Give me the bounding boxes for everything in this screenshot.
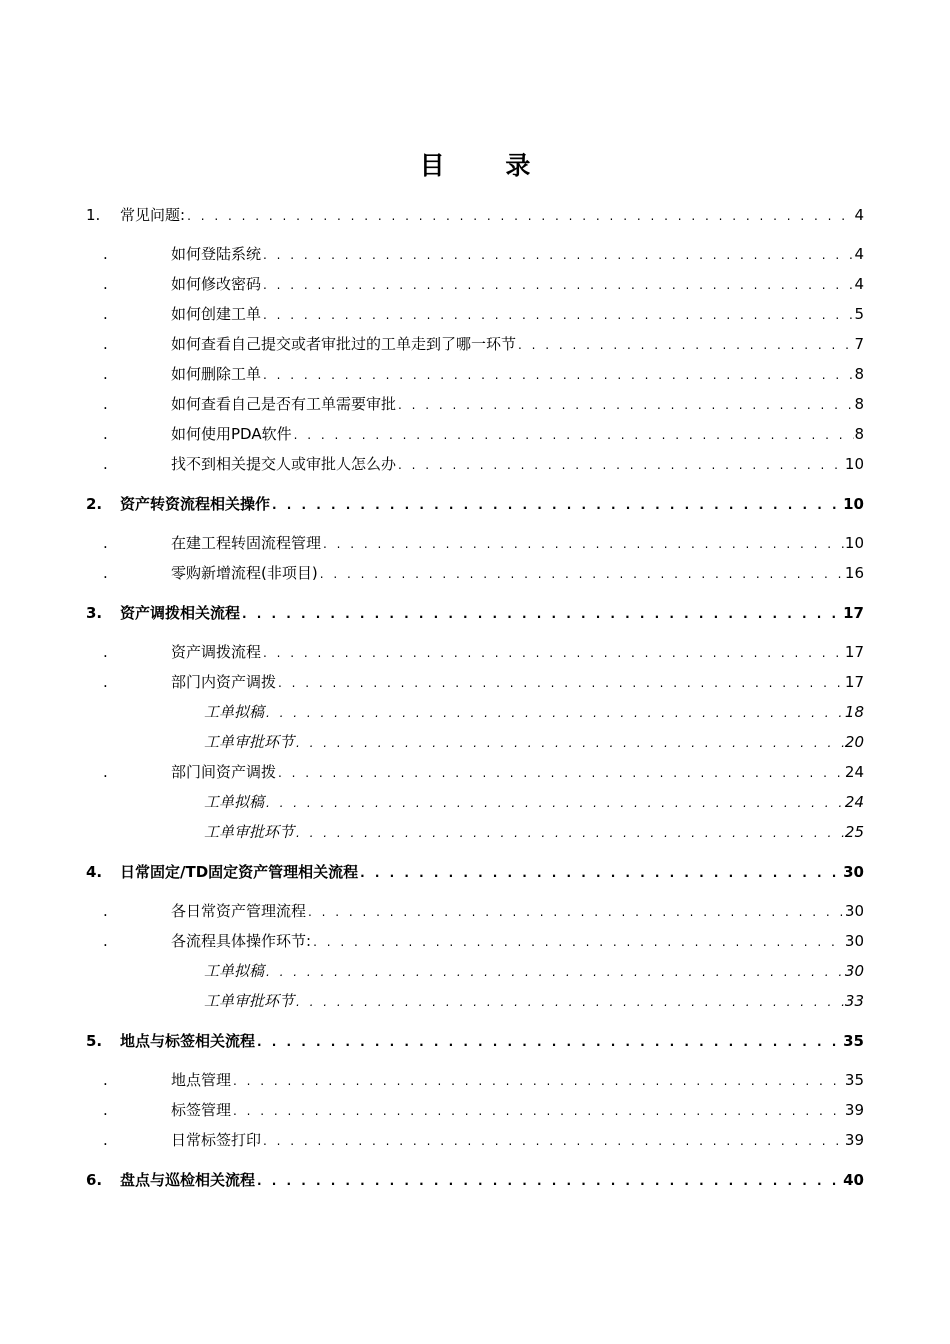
toc-entry-page-number: 10 <box>844 534 864 552</box>
toc-entry-number: . <box>103 425 108 443</box>
toc-entry-title[interactable]: 如何查看自己是否有工单需要审批 <box>171 395 397 413</box>
toc-entry-page-number: 30 <box>843 863 864 881</box>
toc-entry-page-number: 18 <box>844 703 864 721</box>
toc-entry-page-number: 30 <box>844 932 864 950</box>
toc-entry[interactable] <box>0 273 950 295</box>
toc-entry-page-number: 35 <box>844 1071 864 1089</box>
toc-entry-number: 6. <box>86 1171 103 1189</box>
dot-leader <box>516 334 854 356</box>
dot-leader <box>358 862 843 884</box>
toc-entry-title[interactable]: 工单拟稿 <box>204 703 265 721</box>
toc-entry-number: . <box>103 365 108 383</box>
toc-entry-title[interactable]: 日常标签打印 <box>171 1131 262 1149</box>
dot-leader <box>264 792 845 814</box>
toc-entry[interactable] <box>0 960 950 982</box>
toc-entry[interactable] <box>0 731 950 753</box>
toc-entry-page-number: 33 <box>844 992 864 1010</box>
toc-entry-page-number: 17 <box>844 643 864 661</box>
toc-entry-number: . <box>103 1101 108 1119</box>
toc-entry-number: . <box>103 902 108 920</box>
toc-entry-number: . <box>103 275 108 293</box>
toc-entry-title[interactable]: 如何查看自己提交或者审批过的工单走到了哪一环节 <box>171 335 517 353</box>
toc-entry-page-number: 39 <box>844 1101 864 1119</box>
toc-entry-number: . <box>103 335 108 353</box>
toc-entry-page-number: 8 <box>854 365 864 383</box>
dot-leader <box>292 424 855 446</box>
toc-entry-page-number: 4 <box>854 275 864 293</box>
dot-leader <box>231 1070 845 1092</box>
toc-entry-number: . <box>103 1071 108 1089</box>
toc-entry[interactable] <box>0 990 950 1012</box>
dot-leader <box>255 1031 843 1053</box>
dot-leader <box>261 642 845 664</box>
toc-entry-title[interactable]: 各日常资产管理流程 <box>171 902 307 920</box>
dot-leader <box>396 454 845 476</box>
toc-entry[interactable] <box>0 204 950 226</box>
toc-entry-number: . <box>103 305 108 323</box>
toc-entry-page-number: 10 <box>844 455 864 473</box>
toc-entry[interactable] <box>0 363 950 385</box>
toc-entry-title[interactable]: 地点与标签相关流程 <box>120 1032 256 1050</box>
toc-entry-title[interactable]: 如何删除工单 <box>171 365 262 383</box>
toc-entry[interactable] <box>0 1030 950 1052</box>
dot-leader <box>306 901 845 923</box>
toc-entry-title[interactable]: 资产转资流程相关操作 <box>120 495 271 513</box>
dot-leader <box>261 274 854 296</box>
toc-entry-number: . <box>103 932 108 950</box>
toc-entry[interactable] <box>0 602 950 624</box>
toc-entry[interactable] <box>0 303 950 325</box>
toc-entry[interactable] <box>0 393 950 415</box>
toc-entry-title[interactable]: 工单拟稿 <box>204 962 265 980</box>
toc-entry-title[interactable]: 工单拟稿 <box>204 793 265 811</box>
toc-entry-title[interactable]: 日常固定/TD固定资产管理相关流程 <box>120 863 359 881</box>
toc-entry[interactable] <box>0 1099 950 1121</box>
toc-entry-title[interactable]: 零购新增流程(非项目) <box>171 564 318 582</box>
toc-entry-page-number: 24 <box>844 763 864 781</box>
dot-leader <box>294 732 845 754</box>
toc-entry-number: . <box>103 763 108 781</box>
toc-entry[interactable] <box>0 761 950 783</box>
dot-leader <box>276 672 845 694</box>
toc-entry[interactable] <box>0 701 950 723</box>
toc-entry-number: 5. <box>86 1032 103 1050</box>
toc-entry-title[interactable]: 工单审批环节 <box>204 992 295 1010</box>
toc-entry-page-number: 4 <box>854 245 864 263</box>
dot-leader <box>261 244 854 266</box>
dot-leader <box>264 961 845 983</box>
toc-entry[interactable] <box>0 423 950 445</box>
toc-entry-page-number: 10 <box>843 495 864 513</box>
toc-entry-number: 4. <box>86 863 103 881</box>
toc-entry[interactable] <box>0 532 950 554</box>
toc-entry[interactable] <box>0 821 950 843</box>
toc-entry-number: 1. <box>86 206 101 224</box>
dot-leader <box>396 394 854 416</box>
toc-entry-number: . <box>103 395 108 413</box>
toc-title: 目 录 <box>419 151 557 180</box>
dot-leader <box>261 1130 845 1152</box>
toc-entry-page-number: 24 <box>844 793 864 811</box>
toc-entry-page-number: 8 <box>854 425 864 443</box>
dot-leader <box>261 304 854 326</box>
dot-leader <box>261 364 854 386</box>
toc-entry[interactable] <box>0 861 950 883</box>
toc-entry[interactable] <box>0 453 950 475</box>
toc-entry-page-number: 4 <box>854 206 864 224</box>
toc-entry-title[interactable]: 资产调拨相关流程 <box>120 604 241 622</box>
dot-leader <box>231 1100 845 1122</box>
toc-entry[interactable] <box>0 1169 950 1191</box>
toc-entry-title[interactable]: 标签管理 <box>171 1101 232 1119</box>
dot-leader <box>294 822 845 844</box>
toc-entry[interactable] <box>0 930 950 952</box>
toc-entry-number: . <box>103 673 108 691</box>
toc-entry-number: . <box>103 534 108 552</box>
toc-entry[interactable] <box>0 493 950 515</box>
toc-entry-title[interactable]: 地点管理 <box>171 1071 232 1089</box>
dot-leader <box>276 762 845 784</box>
dot-leader <box>264 702 845 724</box>
toc-entry-title[interactable]: 部门内资产调拨 <box>171 673 277 691</box>
toc-entry[interactable] <box>0 1129 950 1151</box>
toc-entry-page-number: 16 <box>844 564 864 582</box>
toc-entry[interactable] <box>0 791 950 813</box>
dot-leader <box>311 931 845 953</box>
dot-leader <box>185 205 854 227</box>
dot-leader <box>255 1170 843 1192</box>
toc-entry[interactable] <box>0 641 950 663</box>
toc-entry-page-number: 17 <box>843 604 864 622</box>
toc-entry-page-number: 17 <box>844 673 864 691</box>
toc-entry-page-number: 30 <box>844 902 864 920</box>
toc-entry-page-number: 7 <box>854 335 864 353</box>
toc-entry-number: . <box>103 564 108 582</box>
toc-entry-title[interactable]: 如何创建工单 <box>171 305 262 323</box>
toc-entry-page-number: 39 <box>844 1131 864 1149</box>
toc-entry-title[interactable]: 部门间资产调拨 <box>171 763 277 781</box>
toc-entry-page-number: 20 <box>844 733 864 751</box>
toc-entry-title[interactable]: 常见问题: <box>120 206 186 224</box>
toc-entry-page-number: 8 <box>854 395 864 413</box>
toc-entry[interactable] <box>0 562 950 584</box>
dot-leader <box>321 533 845 555</box>
toc-entry[interactable] <box>0 671 950 693</box>
toc-entry-number: . <box>103 245 108 263</box>
toc-entry-title[interactable]: 各流程具体操作环节: <box>171 932 312 950</box>
toc-entry-title[interactable]: 如何登陆系统 <box>171 245 262 263</box>
toc-entry-title[interactable]: 找不到相关提交人或审批人怎么办 <box>171 455 397 473</box>
toc-entry[interactable] <box>0 333 950 355</box>
toc-entry-number: 3. <box>86 604 103 622</box>
toc-entry-number: . <box>103 643 108 661</box>
toc-entry-number: . <box>103 455 108 473</box>
dot-leader <box>270 494 843 516</box>
toc-entry-title[interactable]: 盘点与巡检相关流程 <box>120 1171 256 1189</box>
toc-entry-page-number: 30 <box>844 962 864 980</box>
toc-entry-title[interactable]: 工单审批环节 <box>204 823 295 841</box>
toc-entry-page-number: 25 <box>844 823 864 841</box>
toc-entry-title[interactable]: 在建工程转固流程管理 <box>171 534 322 552</box>
toc-entry[interactable] <box>0 1069 950 1091</box>
toc-entry[interactable] <box>0 243 950 265</box>
toc-entry[interactable] <box>0 900 950 922</box>
toc-entry-title[interactable]: 工单审批环节 <box>204 733 295 751</box>
dot-leader <box>294 991 845 1013</box>
toc-entry-number: . <box>103 1131 108 1149</box>
toc-entry-number: 2. <box>86 495 103 513</box>
dot-leader <box>318 563 845 585</box>
toc-entry-page-number: 35 <box>843 1032 864 1050</box>
toc-entry-page-number: 40 <box>843 1171 864 1189</box>
toc-entry-title[interactable]: 如何使用PDA软件 <box>171 425 292 443</box>
toc-entry-title[interactable]: 资产调拨流程 <box>171 643 262 661</box>
toc-entry-title[interactable]: 如何修改密码 <box>171 275 262 293</box>
dot-leader <box>240 603 843 625</box>
toc-entry-page-number: 5 <box>854 305 864 323</box>
